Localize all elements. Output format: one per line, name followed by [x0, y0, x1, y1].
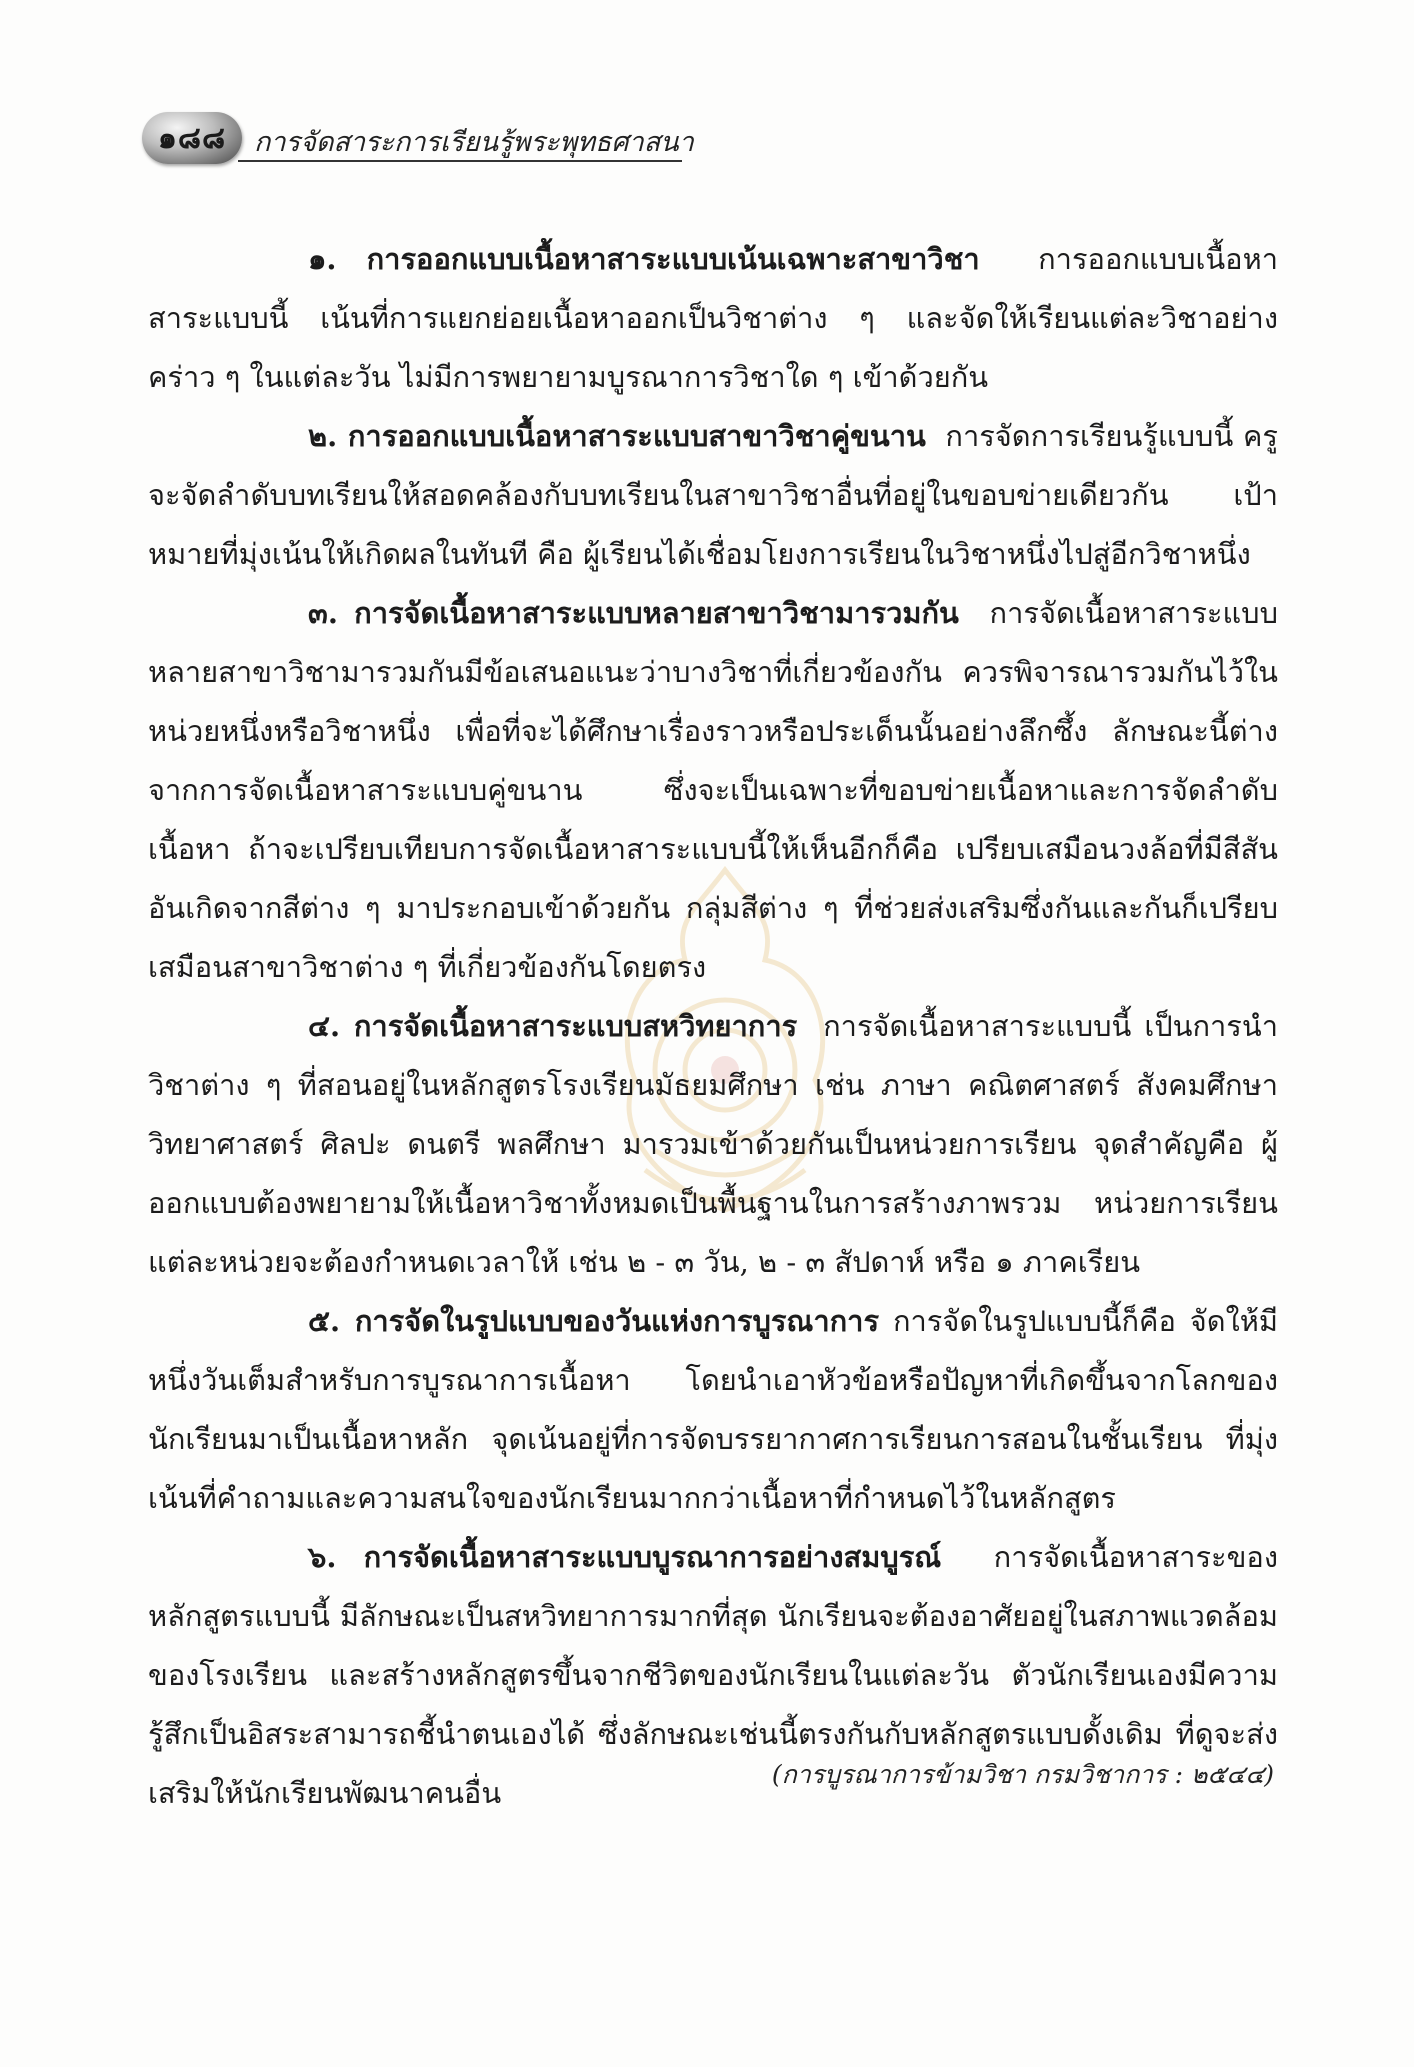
source-citation: (การบูรณาการข้ามวิชา กรมวิชาการ : ๒๕๔๔): [771, 1760, 1274, 1789]
section-1-heading: ๑. การออกแบบเนื้อหาสาระแบบเน้นเฉพาะสาขาวิชา: [308, 242, 980, 276]
section-5-text: การจัดในรูปแบบนี้ก็คือ จัดให้มีหนึ่งวันเต็มสำหรับการบูรณาการเนื้อหา โดยนำเอาหัวข้อหรือปัญหาที่เกิดขึ้นจากโลกของนักเรียนมาเป็นเนื้อหาหลัก จุดเน้นอยู่ที่การจัดบรรยากาศการเรียนการสอนในชั้นเรียน ที่มุ่งเน้นที่คำถามและความสนใจของนักเรียนมากกว่าเนื้อหาที่กำหนดไว้ในหลักสูตร: [148, 1304, 1278, 1515]
section-6-text: การจัดเนื้อหาสาระของหลักสูตรแบบนี้ มีลักษณะเป็นสหวิทยาการมากที่สุด นักเรียนจะต้องอาศัยอยู่ในสภาพแวดล้อมของโรงเรียน และสร้างหลักสูตรขึ้นจากชีวิตของนักเรียนในแต่ละวัน ตัวนักเรียนเองมีความรู้สึกเป็นอิสระสามารถชี้นำตนเองได้ ซึ่งลักษณะเช่นนี้ตรงกันกับหลักสูตรแบบดั้งเดิม ที่ดูจะส่งเสริมให้นักเรียนพัฒนาคนอื่น: [148, 1540, 1278, 1810]
page-header: [142, 108, 694, 168]
section-1-text: การออกแบบเนื้อหาสาระแบบนี้ เน้นที่การแยกย่อยเนื้อหาออกเป็นวิชาต่าง ๆ และจัดให้เรียนแต่ละวิชาอย่างคร่าว ๆ ในแต่ละวัน ไม่มีการพยายามบูรณาการวิชาใด ๆ เข้าด้วยกัน: [148, 242, 1278, 394]
section-2: [148, 407, 1278, 584]
section-3-heading: ๓. การจัดเนื้อหาสาระแบบหลายสาขาวิชามารวมกัน: [308, 596, 959, 630]
section-2-heading: ๒. การออกแบบเนื้อหาสาระแบบสาขาวิชาคู่ขนาน: [308, 419, 926, 453]
header-rule: [238, 160, 682, 162]
section-4-heading: ๔. การจัดเนื้อหาสาระแบบสหวิทยาการ: [308, 1009, 798, 1043]
page-number-badge: ๑๘๘: [142, 112, 242, 164]
section-3-text: การจัดเนื้อหาสาระแบบหลายสาขาวิชามารวมกันมีข้อเสนอแนะว่าบางวิชาที่เกี่ยวข้องกัน ควรพิจารณารวมกันไว้ในหน่วยหนึ่งหรือวิชาหนึ่ง เพื่อที่จะได้ศึกษาเรื่องราวหรือประเด็นนั้นอย่างลึกซึ้ง ลักษณะนี้ต่างจากการจัดเนื้อหาสาระแบบคู่ขนาน ซึ่งจะเป็นเฉพาะที่ขอบข่ายเนื้อหาและการจัดลำดับเนื้อหา ถ้าจะเปรียบเทียบการจัดเนื้อหาสาระแบบนี้ให้เห็นอีกก็คือ เปรียบเสมือนวงล้อที่มีสีสันอันเกิดจากสีต่าง ๆ มาประกอบเข้าด้วยกัน กลุ่มสีต่าง ๆ ที่ช่วยส่งเสริมซึ่งกันและกันก็เปรียบเสมือนสาขาวิชาต่าง ๆ ที่เกี่ยวข้องกันโดยตรง: [148, 596, 1278, 984]
section-4: [148, 997, 1278, 1292]
section-6-heading: ๖. การจัดเนื้อหาสาระแบบบูรณาการอย่างสมบูรณ์: [308, 1540, 942, 1574]
section-5-heading: ๕. การจัดในรูปแบบของวันแห่งการบูรณาการ: [308, 1304, 880, 1338]
section-5: [148, 1292, 1278, 1528]
section-4-text: การจัดเนื้อหาสาระแบบนี้ เป็นการนำวิชาต่าง ๆ ที่สอนอยู่ในหลักสูตรโรงเรียนมัธยมศึกษา เช่น ภาษา คณิตศาสตร์ สังคมศึกษา วิทยาศาสตร์ ศิลปะ ดนตรี พลศึกษา มารวมเข้าด้วยกันเป็นหน่วยการเรียน จุดสำคัญคือ ผู้ออกแบบต้องพยายามให้เนื้อหาวิชาทั้งหมดเป็นพื้นฐานในการสร้างภาพรวม หน่วยการเรียนแต่ละหน่วยจะต้องกำหนดเวลาให้ เช่น ๒ - ๓ วัน, ๒ - ๓ สัปดาห์ หรือ ๑ ภาคเรียน: [148, 1009, 1278, 1279]
main-content: [148, 230, 1278, 1823]
section-3: [148, 584, 1278, 997]
section-2-text: การจัดการเรียนรู้แบบนี้ ครูจะจัดลำดับบทเรียนให้สอดคล้องกับบทเรียนในสาขาวิชาอื่นที่อยู่ในขอบข่ายเดียวกัน เป้าหมายที่มุ่งเน้นให้เกิดผลในทันที คือ ผู้เรียนได้เชื่อมโยงการเรียนในวิชาหนึ่งไปสู่อีกวิชาหนึ่ง: [148, 419, 1278, 571]
running-title: การจัดสาระการเรียนรู้พระพุทธศาสนา: [254, 127, 694, 158]
section-1: [148, 230, 1278, 407]
